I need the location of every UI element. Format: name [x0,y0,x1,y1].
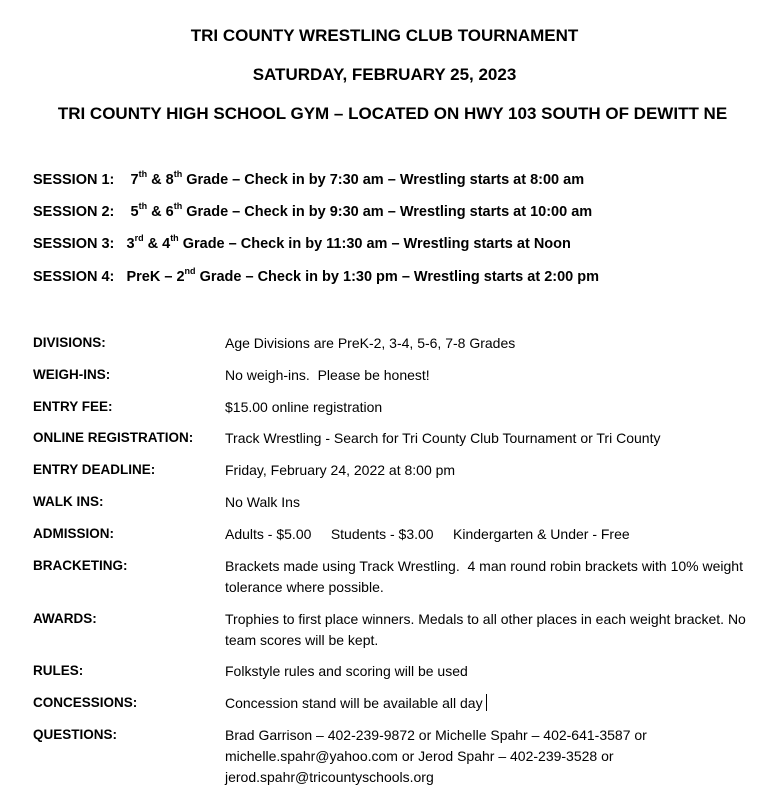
walk-ins-label: WALK INS: [33,494,104,509]
entry-deadline-label: ENTRY DEADLINE: [33,462,156,477]
entry-fee-label: ENTRY FEE: [33,399,113,414]
weigh-ins-value: No weigh-ins. Please be honest! [225,367,430,383]
entry-deadline-value: Friday, February 24, 2022 at 8:00 pm [225,462,456,478]
session-label: SESSION 1: [33,172,115,188]
walk-ins-value: No Walk Ins [225,494,300,510]
text-cursor [486,694,487,711]
concessions-value[interactable]: Concession stand will be available all day [225,695,483,711]
session-label: SESSION 4: [33,269,115,285]
questions-value: Brad Garrison – 402-239-9872 or Michelle Spahr – 402-641-3587 or michelle.spahr@yahoo.com or Jerod Spahr – 402-239-3528 or jerod.spahr@tricountyschools.org [225,727,651,785]
session-label: SESSION 3: [33,236,115,252]
online-registration-value: Track Wrestling - Search for Tri County Club Tournament or Tri County [225,430,661,446]
admission-label: ADMISSION: [33,526,114,541]
rules-label: RULES: [33,663,84,678]
session-4: SESSION 4: PreK – 2nd Grade – Check in by 1:30 pm – Wrestling starts at 2:00 pm [33,266,599,285]
online-registration-label: ONLINE REGISTRATION: [33,430,194,445]
divisions-value: Age Divisions are PreK-2, 3-4, 5-6, 7-8 Grades [225,335,516,351]
session-label: SESSION 2: [33,204,115,220]
weigh-ins-label: WEIGH-INS: [33,367,111,382]
session-1: SESSION 1: 7th & 8th Grade – Check in by 7:30 am – Wrestling starts at 8:00 am [33,169,585,188]
rules-value: Folkstyle rules and scoring will be used [225,663,468,679]
bracketing-label: BRACKETING: [33,558,128,573]
tournament-location: TRI COUNTY HIGH SCHOOL GYM – LOCATED ON HWY 103 SOUTH OF DEWITT NE [57,104,728,123]
admission-value: Adults - $5.00 Students - $3.00 Kindergarten & Under - Free [225,526,630,542]
entry-fee-value: $15.00 online registration [225,399,383,415]
divisions-label: DIVISIONS: [33,335,106,350]
tournament-date: SATURDAY, FEBRUARY 25, 2023 [252,65,517,84]
awards-value: Trophies to first place winners. Medals to all other places in each weight bracket. No team scores will be kept. [225,611,750,648]
session-2: SESSION 2: 5th & 6th Grade – Check in by 9:30 am – Wrestling starts at 10:00 am [33,201,593,220]
concessions-row[interactable] [225,693,765,714]
awards-label: AWARDS: [33,611,97,626]
questions-label: QUESTIONS: [33,727,118,742]
session-3: SESSION 3: 3rd & 4th Grade – Check in by 11:30 am – Wrestling starts at Noon [33,233,571,252]
bracketing-value: Brackets made using Track Wrestling. 4 man round robin brackets with 10% weight tolerance where possible. [225,558,747,595]
concessions-label: CONCESSIONS: [33,695,138,710]
tournament-title: TRI COUNTY WRESTLING CLUB TOURNAMENT [190,26,579,45]
